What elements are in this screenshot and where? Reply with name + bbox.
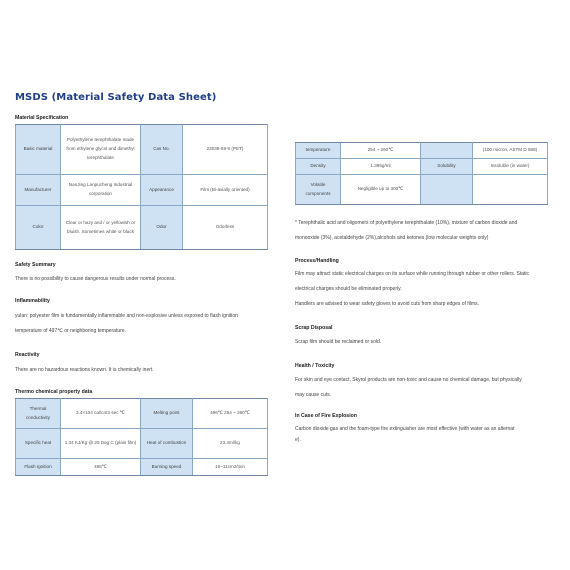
cell-label: Specific heat bbox=[16, 429, 61, 459]
reactivity-heading: Reactivity bbox=[15, 352, 40, 358]
health-text-2: may cause cuts. bbox=[295, 392, 332, 398]
properties-table bbox=[295, 142, 548, 205]
table-row bbox=[16, 125, 268, 175]
reactivity-text: There are no hazardous reactions known. It is chemically inert. bbox=[15, 367, 154, 373]
inflammability-text-1: yulan: polyester film is fundamentally inflammable and non-explosive unless exposed to flash ignition bbox=[15, 313, 238, 319]
cell-value: 496℃ bbox=[61, 459, 141, 476]
thermo-heading: Thermo chemical property data bbox=[15, 389, 93, 395]
process-text-3: Handlers are advised to wear safety gloves to avoid cuts from sharp edges of films. bbox=[295, 301, 479, 307]
process-text-2: electrical charges should be eliminated properly. bbox=[295, 286, 402, 292]
cell-label: Manufacturer bbox=[16, 175, 61, 206]
cell-value: 1.34 KJ/Kg @ 25 Deg C (plain film) bbox=[61, 429, 141, 459]
cell-label: Color bbox=[16, 206, 61, 250]
fire-text-1: Carbon dioxide gas and the foam-type fire extinguisher are most effective (with water as an alternat bbox=[295, 426, 515, 432]
inflammability-heading: Inflammability bbox=[15, 298, 50, 304]
cell-value: 254 ~ 260℃ bbox=[341, 143, 421, 159]
cell-value: Negligible up to 300℃ bbox=[341, 175, 421, 205]
page-title: MSDS (Material Safety Data Sheet) bbox=[15, 92, 217, 103]
safety-summary-heading: Safety Summary bbox=[15, 262, 56, 268]
cell-value: 10~11cm2/min bbox=[193, 459, 268, 476]
cell-label: Solubility bbox=[421, 159, 473, 175]
footnote-text-2: monooxide (3%), acetaldehyde (2%),alcohols and ketones (low molecular weights only) bbox=[295, 235, 489, 241]
cell-label: Thermal conductivity bbox=[16, 399, 61, 429]
cell-label: Burning speed bbox=[141, 459, 193, 476]
thermo-table bbox=[15, 398, 268, 476]
process-text-1: Film may attract static electrical charges on its surface while running through rubber or other rollers. Static bbox=[295, 271, 529, 277]
cell-value: Film (Bi-axially oriented) bbox=[183, 175, 268, 206]
health-text-1: For skin and eye contact, Skyrol products are non-toxic and cause no chemical damage, but physically bbox=[295, 377, 522, 383]
process-heading: Process/Handling bbox=[295, 258, 339, 264]
cell-value: Clear or hazy and / or yellowish or bluish. Sometimes white or black bbox=[61, 206, 141, 250]
table-row bbox=[296, 175, 548, 205]
cell-value: 3.4×104 cal/cm3·sec ℃ bbox=[61, 399, 141, 429]
cell-label: Density bbox=[296, 159, 341, 175]
cell-value: 23.4ml/kg bbox=[193, 429, 268, 459]
cell-label: Volatile components bbox=[296, 175, 341, 205]
safety-summary-text: There is no possibility to cause dangerous results under normal process. bbox=[15, 276, 176, 282]
cell-value: 23038-59-9 (PET) bbox=[183, 125, 268, 175]
cell-label: Appearance bbox=[141, 175, 183, 206]
cell-value: 1.395g/ml bbox=[341, 159, 421, 175]
table-row bbox=[296, 143, 548, 159]
cell-label: Cas No. bbox=[141, 125, 183, 175]
cell-label: Basic material bbox=[16, 125, 61, 175]
cell-value: Odorless bbox=[183, 206, 268, 250]
health-heading: Health / Toxicity bbox=[295, 363, 335, 369]
material-spec-table bbox=[15, 124, 268, 250]
cell-label: temperature bbox=[296, 143, 341, 159]
table-row bbox=[16, 459, 268, 476]
table-row bbox=[296, 159, 548, 175]
material-spec-heading: Material Specification bbox=[15, 115, 69, 121]
cell-value bbox=[473, 175, 548, 205]
cell-value: Polyethylene terephthalate made from ethylene glycol and dimethyl terephthalate bbox=[61, 125, 141, 175]
cell-value: (100 micron, ASTM D 568) bbox=[473, 143, 548, 159]
cell-value: NanJing Lanpucheng Industrial corporation bbox=[61, 175, 141, 206]
cell-label: Melting point bbox=[141, 399, 193, 429]
footnote-text-1: * Terephthalic acid and oligomers of polyethylene terephthalate (10%), mixture of carbon dioxide and bbox=[295, 220, 518, 226]
inflammability-text-2: temperature of 497℃ or neighboring temperature. bbox=[15, 328, 126, 334]
fire-text-2: e). bbox=[295, 437, 301, 443]
table-row bbox=[16, 175, 268, 206]
cell-label: Odor bbox=[141, 206, 183, 250]
cell-label: Flash Ignition bbox=[16, 459, 61, 476]
scrap-text: Scrap film should be reclaimed or sold. bbox=[295, 339, 382, 345]
table-row bbox=[16, 399, 268, 429]
scrap-heading: Scrap Disposal bbox=[295, 325, 333, 331]
cell-label bbox=[421, 143, 473, 159]
cell-label bbox=[421, 175, 473, 205]
cell-value: 496℃ 254 ~ 260℃ bbox=[193, 399, 268, 429]
cell-value: Insoluble (in water) bbox=[473, 159, 548, 175]
table-row bbox=[16, 206, 268, 250]
fire-heading: In Case of Fire Explosion bbox=[295, 413, 357, 419]
cell-label: Heat of combustion bbox=[141, 429, 193, 459]
table-row bbox=[16, 429, 268, 459]
